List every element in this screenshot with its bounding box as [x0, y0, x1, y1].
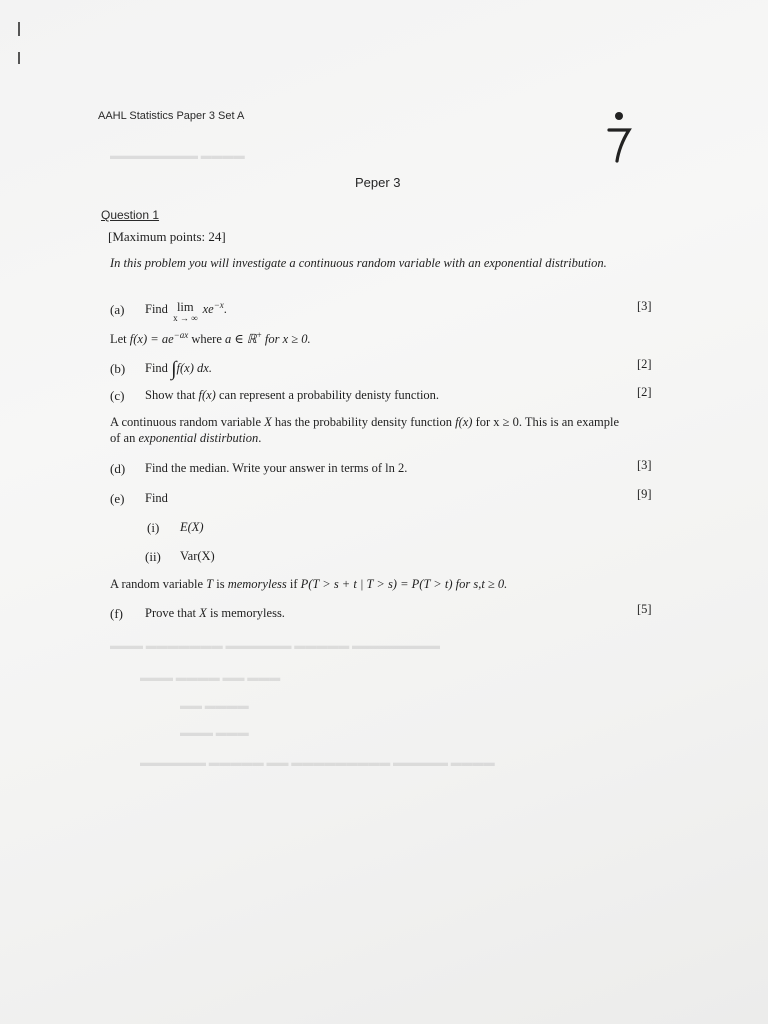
document-header: AAHL Statistics Paper 3 Set A — [98, 110, 245, 122]
max-points: [Maximum points: 24] — [108, 229, 226, 244]
part-e-i-label: (i) — [147, 520, 160, 535]
part-c-label: (c) — [110, 388, 125, 403]
function-definition: Let $f(x) = ae^{-ax}$ where a ∈ ℝ+ for x ≥ 0. — [110, 330, 311, 346]
memoryless-definition: A random variable T is memoryless if P(T > s + t | T > s) = P(T > t) for s,t ≥ 0. — [110, 577, 508, 591]
limit-expression: xe — [202, 302, 214, 316]
part-d-label: (d) — [110, 461, 126, 476]
part-f-text: Prove that X is memoryless. — [145, 606, 285, 620]
part-e-label: (e) — [110, 491, 125, 506]
part-c-marks: [2] — [637, 385, 652, 399]
show-through-text: ▬▬▬▬▬▬ ▬▬▬▬▬ ▬▬ ▬▬▬▬▬▬▬▬▬ ▬▬▬▬▬ ▬▬▬▬ — [140, 757, 495, 769]
part-c-text: Show that f(x) can represent a probability denisty function. — [145, 388, 440, 402]
part-d-marks: [3] — [637, 458, 652, 472]
show-through-text: ▬▬▬ ▬▬▬▬▬▬▬ ▬▬▬▬▬▬ ▬▬▬▬▬ ▬▬▬▬▬▬▬▬ — [110, 640, 440, 652]
question-intro: In this problem you will investigate a continuous random variable with an exponential distribution. — [110, 256, 607, 270]
integral-sign: ∫ — [171, 358, 177, 380]
part-b-label: (b) — [110, 361, 126, 376]
distribution-paragraph: A continuous random variable X has the probability density function f(x) for x ≥ 0. This is an example of an exponential distirbution. — [110, 415, 619, 445]
show-through-text: ▬▬▬▬▬▬▬▬ ▬▬▬▬ — [110, 150, 245, 162]
show-through-text: ▬▬▬ ▬▬▬ — [180, 727, 249, 739]
show-through-text: ▬▬▬ ▬▬▬▬ ▬▬ ▬▬▬ — [140, 672, 281, 684]
part-a-text: Find lim x → ∞ $xe^{-x}$. — [145, 300, 227, 323]
part-e-i-text: E(X) — [180, 520, 204, 534]
part-b-text: Find ∫f(x) dx. — [145, 358, 212, 380]
part-d-text: Find the median. Write your answer in terms of ln 2. — [145, 461, 408, 475]
paper-title: Peper 3 — [355, 175, 401, 190]
limit-operator: lim — [176, 300, 194, 314]
part-e-ii-label: (ii) — [145, 549, 161, 564]
question-title: Question 1 — [101, 208, 160, 222]
part-f-label: (f) — [110, 606, 123, 621]
part-b-marks: [2] — [637, 357, 652, 371]
part-e-text: Find — [145, 491, 168, 505]
part-e-ii-text: Var(X) — [180, 549, 215, 563]
part-a-marks: [3] — [637, 299, 652, 313]
part-a-label: (a) — [110, 302, 125, 317]
handwritten-mark — [604, 108, 634, 164]
part-f-marks: [5] — [637, 602, 652, 616]
binding-mark-bottom — [18, 52, 20, 64]
show-through-text: ▬▬ ▬▬▬▬ — [180, 700, 249, 712]
part-e-marks: [9] — [637, 487, 652, 501]
limit-subscript: x → ∞ — [173, 313, 198, 323]
binding-mark-top — [18, 22, 20, 36]
